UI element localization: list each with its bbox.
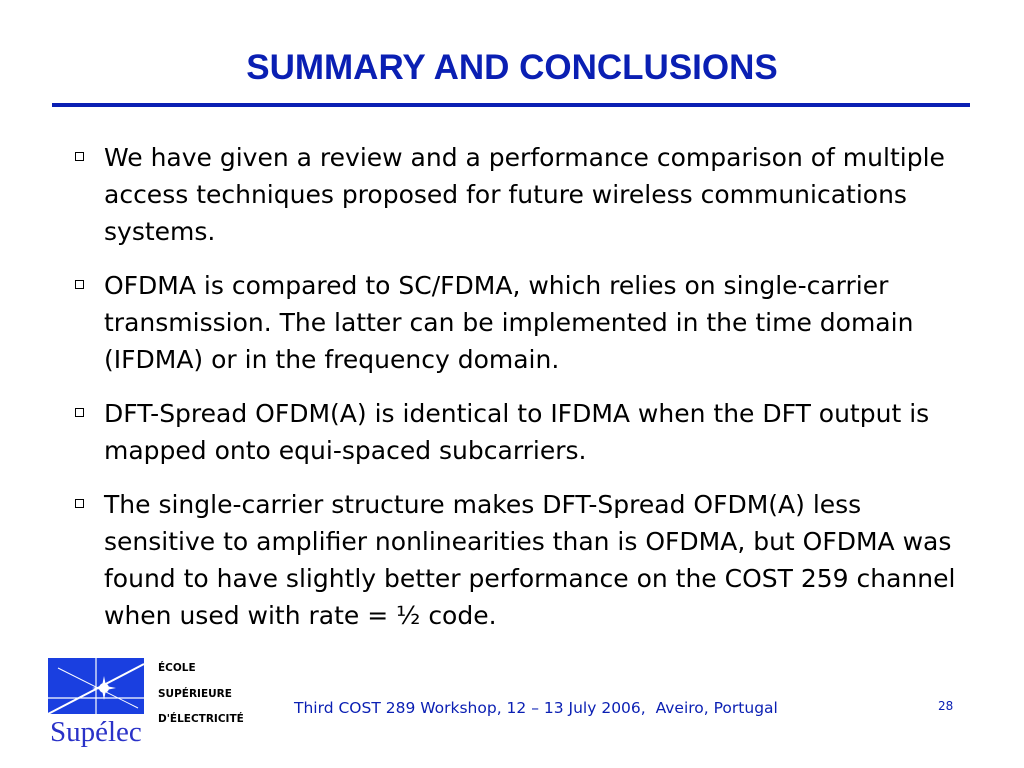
bullet-item xyxy=(70,486,970,634)
school-line: SUPÉRIEURE xyxy=(158,687,232,700)
checkbox-bullet-icon xyxy=(75,152,84,161)
checkbox-bullet-icon xyxy=(75,499,84,508)
bullet-text: OFDMA is compared to SC/FDMA, which relies on single-carrier transmission. The latter can be implemented in the time domain (IFDMA) or in the frequency domain. xyxy=(104,271,914,374)
bullet-text: The single-carrier structure makes DFT-Spread OFDM(A) less sensitive to amplifier nonlinearities than is OFDMA, but OFDMA was found to have slightly better performance on the COST 259 channel when used with rate = ½ code. xyxy=(104,490,956,630)
slide-title: SUMMARY AND CONCLUSIONS xyxy=(246,48,778,87)
supelec-logo-graphic xyxy=(48,658,144,714)
bullet-item xyxy=(70,139,970,250)
supelec-wordmark: Supélec xyxy=(50,716,142,748)
school-name xyxy=(158,656,244,733)
bullet-text: We have given a review and a performance comparison of multiple access techniques proposed for future wireless communications systems. xyxy=(104,143,945,246)
page-number: 28 xyxy=(938,699,954,713)
bullet-item xyxy=(70,395,970,469)
checkbox-bullet-icon xyxy=(75,280,84,289)
checkbox-bullet-icon xyxy=(75,408,84,417)
school-line: ÉCOLE xyxy=(158,662,196,674)
star-flare-icon xyxy=(48,658,144,714)
school-line: D'ÉLECTRICITÉ xyxy=(158,713,244,725)
bullet-text: DFT-Spread OFDM(A) is identical to IFDMA when the DFT output is mapped onto equi-spaced subcarriers. xyxy=(104,399,930,465)
title-divider xyxy=(52,103,970,107)
footer-text: Third COST 289 Workshop, 12 – 13 July 2006, Aveiro, Portugal xyxy=(294,699,778,717)
bullet-item xyxy=(70,267,970,378)
bullet-list xyxy=(70,139,970,651)
